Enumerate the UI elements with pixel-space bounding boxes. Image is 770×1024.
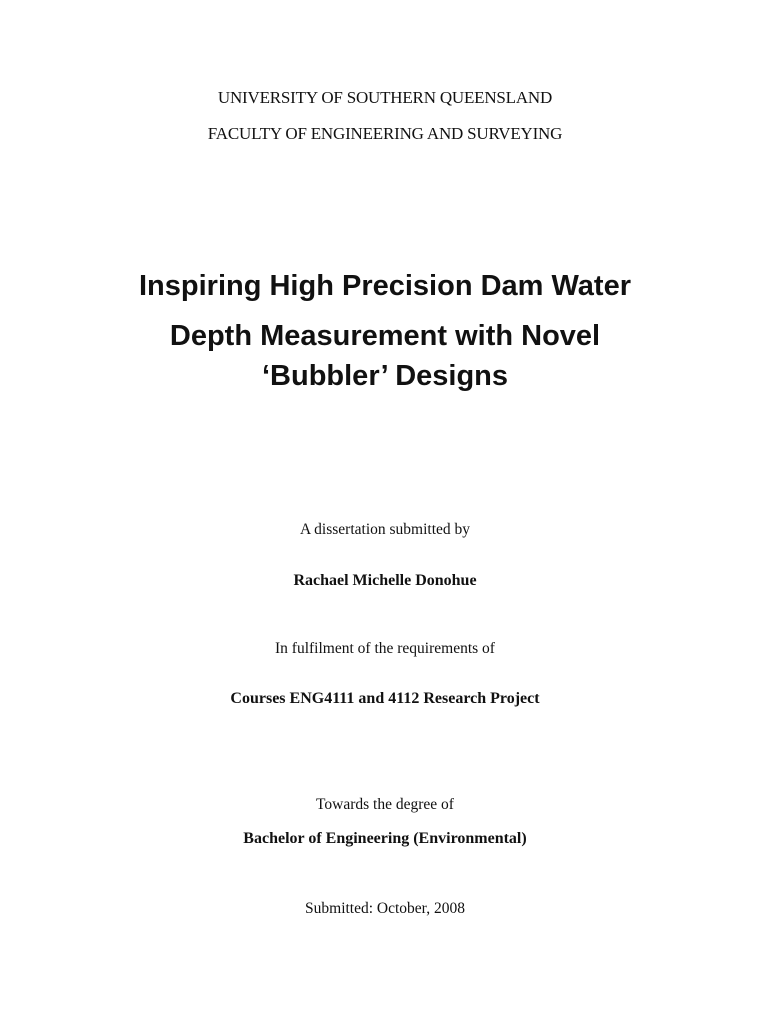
dissertation-title-line-3: ‘Bubbler’ Designs [261, 360, 509, 392]
dissertation-title-line-1: Inspiring High Precision Dam Water [138, 270, 631, 302]
submission-intro: A dissertation submitted by [299, 521, 471, 538]
requirements-intro: In fulfilment of the requirements of [275, 640, 495, 657]
author-name: Rachael Michelle Donohue [293, 572, 477, 589]
faculty-name: FACULTY OF ENGINEERING AND SURVEYING [207, 124, 563, 143]
dissertation-title-line-2: Depth Measurement with Novel [169, 320, 601, 352]
submission-date: Submitted: October, 2008 [305, 900, 465, 917]
course-name: Courses ENG4111 and 4112 Research Project [230, 690, 540, 707]
degree-name: Bachelor of Engineering (Environmental) [243, 830, 527, 847]
university-name: UNIVERSITY OF SOUTHERN QUEENSLAND [217, 88, 553, 107]
degree-intro: Towards the degree of [316, 796, 454, 813]
